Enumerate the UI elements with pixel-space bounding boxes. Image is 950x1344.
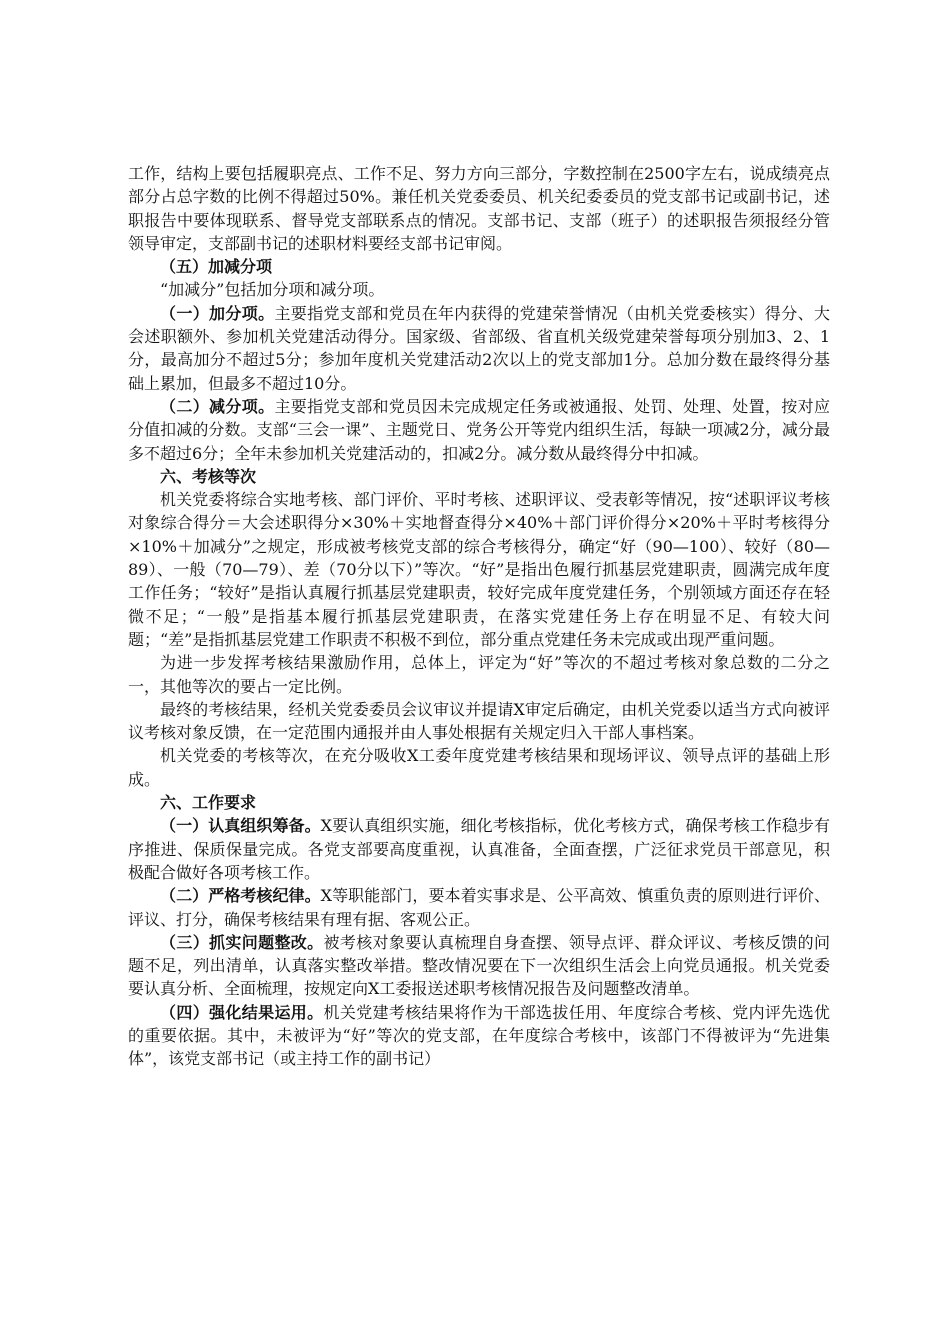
heading-bonus-deduction: （五）加减分项	[160, 257, 273, 277]
paragraph-report-structure	[128, 162, 830, 255]
paragraph-text: “加减分”包括加分项和减分项。	[160, 280, 385, 300]
paragraph-text: 机关党建考核结果将作为干部选拔任用、年度综合考核、党内评先选优的重要依据。其中，未被评为“好”等次的党支部，在年度综合考核中，该部门不得被评为“先进集体”，该党支部书记（或主持工作的副书记）	[128, 1002, 830, 1069]
paragraph-lead: （二）减分项。	[160, 396, 275, 416]
heading-assessment-grades: 六、考核等次	[160, 466, 257, 486]
paragraph-text: X等职能部门，要本着实事求是、公平高效、慎重负责的原则进行评价、评议、打分，确保考核结果有理有据、客观公正。	[128, 886, 830, 929]
paragraph-lead: （四）强化结果运用。	[160, 1002, 324, 1022]
paragraph-text: 被考核对象要认真梳理自身查摆、领导点评、群众评议、考核反馈的问题不足，列出清单，认真落实整改举措。整改情况要在下一次组织生活会上向党员通报。机关党委要认真分析、全面梳理，按规定向X工委报送述职考核情况报告及问题整改清单。	[128, 932, 830, 999]
paragraph-requirement-4	[128, 1001, 830, 1071]
paragraph-grade-ratio	[128, 651, 830, 698]
paragraph-bonus-deduction-intro	[128, 278, 830, 301]
paragraph-text: 最终的考核结果，经机关党委委员会议审议并提请X审定后确定，由机关党委以适当方式向被评议考核对象反馈，在一定范围内通报并由人事处根据有关规定归入干部人事档案。	[128, 699, 830, 743]
paragraph-lead: （三）抓实问题整改。	[160, 932, 324, 952]
paragraph-lead: （一）加分项。	[160, 303, 275, 323]
paragraph-committee-grade	[128, 744, 830, 791]
paragraph-requirement-3	[128, 931, 830, 1001]
paragraph-lead: （二）严格考核纪律。	[160, 886, 321, 906]
paragraph-final-result	[128, 698, 830, 745]
paragraph-text: 工作，结构上要包括履职亮点、工作不足、努力方向三部分，字数控制在2500字左右，说成绩亮点部分占总字数的比例不得超过50%。兼任机关党委委员、机关纪委委员的党支部书记或副书记，述职报告中要体现联系、督导党支部联系点的情况。支部书记、支部（班子）的述职报告须报经分管领导审定，支部副书记的述职材料要经支部书记审阅。	[128, 164, 830, 253]
paragraph-bonus-items	[128, 302, 830, 395]
paragraph-text: 机关党委的考核等次，在充分吸收X工委年度党建考核结果和现场评议、领导点评的基础上形成。	[128, 746, 830, 789]
paragraph-deduction-items	[128, 395, 830, 465]
paragraph-text: 为进一步发挥考核结果激励作用，总体上，评定为“好”等次的不超过考核对象总数的二分之一，其他等次的要占一定比例。	[128, 653, 830, 696]
heading-work-requirements: 六、工作要求	[160, 793, 257, 813]
paragraph-text: 机关党委将综合实地考核、部门评价、平时考核、述职评议、受表彰等情况，按“述职评议考核对象综合得分＝大会述职得分×30%＋实地督查得分×40%＋部门评价得分×20%＋平时考核得分×10%＋加减分”之规定，形成被考核党支部的综合考核得分，确定“好（90—100）、较好（80—89）、一般（70—79）、差（70分以下）”等次。“好”是指出色履行抓基层党建职责，圆满完成年度工作任务；“较好”是指认真履行抓基层党建职责，较好完成年度党建任务，个别领域方面还存在轻微不足；“一般”是指基本履行抓基层党建职责，在落实党建任务上存在明显不足、有较大问题；“差”是指抓基层党建工作职责不积极不到位，部分重点党建任务未完成或出现严重问题。	[128, 490, 830, 649]
paragraph-text: 主要指党支部和党员在年内获得的党建荣誉情况（由机关党委核实）得分、大会述职额外、参加机关党建活动得分。国家级、省部级、省直机关级党建荣誉每项分别加3、2、1分，最高加分不超过5分；参加年度机关党建活动2次以上的党支部加1分。总加分数在最终得分基础上累加，但最多不超过10分。	[128, 303, 830, 393]
paragraph-requirement-2	[128, 884, 830, 931]
paragraph-requirement-1	[128, 814, 830, 884]
paragraph-text: X要认真组织实施，细化考核指标，优化考核方式，确保考核工作稳步有序推进、保质保量完成。各党支部要高度重视，认真准备，全面查摆，广泛征求党员干部意见，积极配合做好各项考核工作。	[128, 816, 830, 882]
document-body	[128, 162, 830, 1071]
paragraph-lead: （一）认真组织筹备。	[160, 816, 321, 836]
paragraph-text: 主要指党支部和党员因未完成规定任务或被通报、处罚、处理、处置，按对应分值扣减的分数。支部“三会一课”、主题党日、党务公开等党内组织生活，每缺一项减2分，减分最多不超过6分；全年未参加机关党建活动的，扣减2分。减分数从最终得分中扣减。	[128, 396, 830, 463]
paragraph-grade-formula	[128, 488, 830, 651]
